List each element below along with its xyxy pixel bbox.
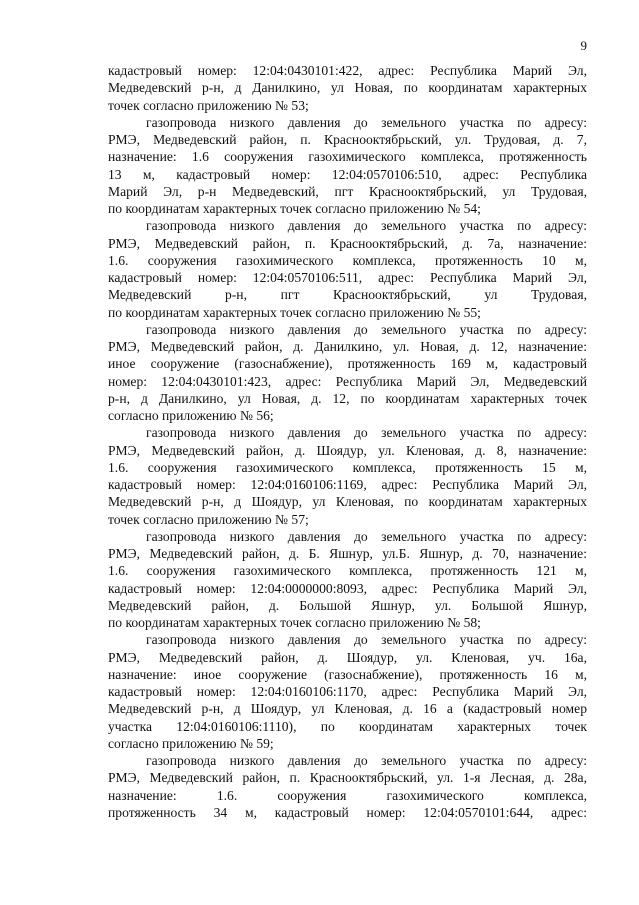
paragraph: [108, 114, 587, 218]
text-line: иное сооружение (газоснабжение), протяженность 169 м, кадастровый: [108, 356, 587, 372]
text-line: Медведевский р-н, пгт Краснооктябрьский, ул Трудовая,: [108, 287, 587, 303]
text-line: согласно приложению № 56;: [108, 408, 274, 423]
text-line: протяженность 34 м, кадастровый номер: 12:04:0570101:644, адрес:: [108, 804, 587, 820]
text-line: Медведевский р-н, д Шоядур, ул Кленовая, д. 16 а (кадастровый номер: [108, 701, 587, 717]
text-line: точек согласно приложению № 53;: [108, 97, 309, 113]
text-line: р-н, д Данилкино, ул Новая, д. 12, по координатам характерных точек: [108, 390, 587, 406]
text-line: номер: 12:04:0430101:423, адрес: Республика Марий Эл, Медведевский: [108, 373, 587, 389]
text-line: РМЭ, Медведевский район, д. Б. Яшнур, ул.Б. Яшнур, д. 70, назначение:: [108, 546, 587, 561]
text-line: Медведевский р-н, д Шоядур, ул Кленовая, по координатам характерных: [108, 494, 587, 510]
text-line: назначение: 1.6 сооружения газохимического комплекса, протяженность: [108, 149, 587, 165]
text-line: РМЭ, Медведевский район, д. Данилкино, ул. Новая, д. 12, назначение:: [108, 339, 587, 354]
text-line: РМЭ, Медведевский район, п. Краснооктябрьский, ул. Трудовая, д. 7,: [108, 132, 587, 147]
text-line: по координатам характерных точек согласно приложению № 55;: [108, 304, 481, 320]
paragraph: [108, 631, 587, 752]
paragraph: [108, 217, 587, 321]
text-line: назначение: 1.6. сооружения газохимического комплекса,: [108, 787, 587, 803]
paragraph: [108, 62, 587, 114]
text-line: кадастровый номер: 12:04:0570106:511, адрес: Республика Марий Эл,: [108, 270, 587, 285]
text-line: Медведевский р-н, д Данилкино, ул Новая, по координатам характерных: [108, 80, 587, 96]
text-line: РМЭ, Медведевский район, д. Шоядур, ул. Кленовая, уч. 16а,: [108, 649, 587, 665]
paragraph: [108, 321, 587, 425]
text-line: 1.6. сооружения газохимического комплекса, протяженность 15 м,: [108, 459, 587, 475]
text-line: 1.6. сооружения газохимического комплекса, протяженность 10 м,: [108, 252, 587, 268]
text-line: газопровода низкого давления до земельного участка по адресу:: [146, 753, 587, 768]
text-line: кадастровый номер: 12:04:0000000:8093, адрес: Республика Марий Эл,: [108, 580, 587, 596]
text-line: газопровода низкого давления до земельного участка по адресу:: [146, 425, 587, 441]
document-body: [108, 62, 587, 821]
text-line: 1.6. сооружения газохимического комплекса, протяженность 121 м,: [108, 563, 587, 579]
text-line: газопровода низкого давления до земельного участка по адресу:: [146, 321, 587, 337]
text-line: назначение: иное сооружение (газоснабжение), протяженность 16 м,: [108, 666, 587, 682]
text-line: кадастровый номер: 12:04:0160106:1169, адрес: Республика Марий Эл,: [108, 477, 587, 492]
text-line: Медведевский район, д. Большой Яшнур, ул. Большой Яшнур,: [108, 597, 587, 613]
text-line: кадастровый номер: 12:04:0430101:422, адрес: Республика Марий Эл,: [108, 63, 587, 78]
text-line: по координатам характерных точек согласно приложению № 54;: [108, 201, 481, 216]
text-line: газопровода низкого давления до земельного участка по адресу:: [146, 632, 587, 648]
text-line: газопровода низкого давления до земельного участка по адресу:: [146, 114, 587, 130]
text-line: точек согласно приложению № 57;: [108, 511, 309, 527]
text-line: согласно приложению № 59;: [108, 735, 274, 751]
text-line: газопровода низкого давления до земельного участка по адресу:: [146, 218, 587, 234]
page-number: 9: [580, 38, 587, 53]
text-line: Марий Эл, р-н Медведевский, пгт Краснооктябрьский, ул Трудовая,: [108, 183, 587, 199]
text-line: по координатам характерных точек согласно приложению № 58;: [108, 615, 481, 630]
text-line: газопровода низкого давления до земельного участка по адресу:: [146, 528, 587, 544]
text-line: кадастровый номер: 12:04:0160106:1170, адрес: Республика Марий Эл,: [108, 684, 587, 699]
text-line: РМЭ, Медведевский район, д. Шоядур, ул. Кленовая, д. 8, назначение:: [108, 442, 587, 458]
text-line: 13 м, кадастровый номер: 12:04:0570106:510, адрес: Республика: [108, 166, 587, 182]
text-line: РМЭ, Медведевский район, п. Краснооктябрьский, д. 7а, назначение:: [108, 235, 587, 251]
text-line: участка 12:04:0160106:1110), по координатам характерных точек: [108, 718, 587, 734]
paragraph: [108, 752, 587, 821]
text-line: РМЭ, Медведевский район, п. Краснооктябрьский, ул. 1-я Лесная, д. 28а,: [108, 770, 587, 786]
paragraph: [108, 528, 587, 632]
paragraph: [108, 424, 587, 528]
